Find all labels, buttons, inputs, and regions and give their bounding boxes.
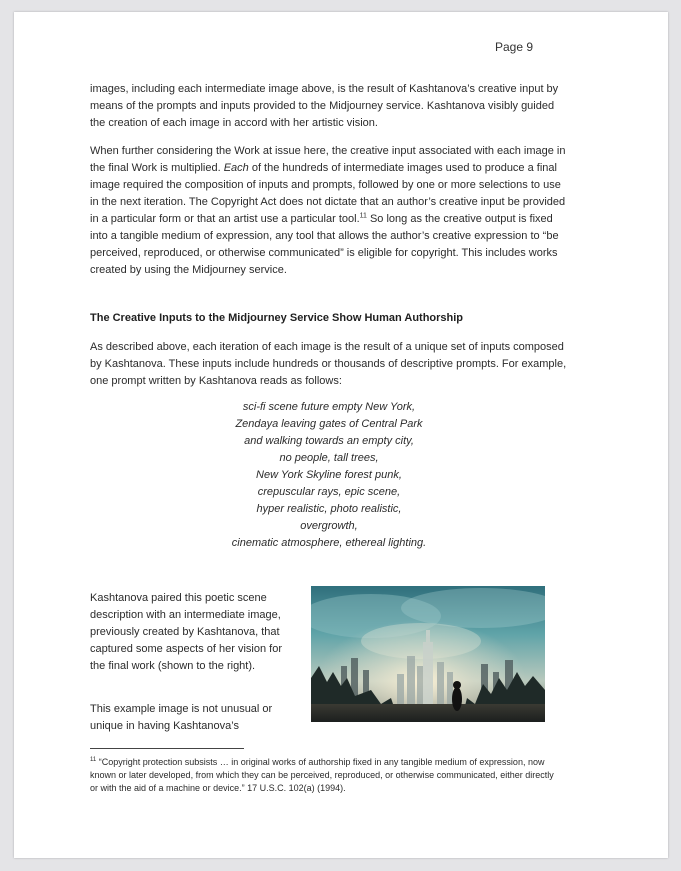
paragraph-1: images, including each intermediate image above, is the result of Kashtanova’s creative input by means of the prompts and inputs provided to the Midjourney service. Kashtanova visibly guided the creation of each image in accord with her artistic vision. (90, 83, 559, 129)
prompt-line: sci-fi scene future empty New York, (242, 401, 416, 413)
footnote-reference[interactable]: 11 (359, 212, 367, 220)
page-number: Page 9 (495, 40, 534, 54)
section-heading: The Creative Inputs to the Midjourney Service Show Human Authorship (90, 312, 464, 324)
footnote (90, 756, 560, 795)
paragraph-2-middle: of the hundreds of intermediate images used to produce a final image required the composition of inputs and prompts, followed by one or more selections to use in the next iteration. The Copyright Act does not dictate that an author’s creative input be provided in a particular form or that an artist use a particular tool. (90, 162, 566, 225)
document-page (14, 12, 668, 858)
intermediate-image (311, 586, 545, 722)
city-skyline-illustration (311, 586, 545, 722)
side-paragraph-2: This example image is not unusual or unique in having Kashtanova’s (90, 703, 273, 732)
paragraph-2-emphasis: Each (223, 162, 249, 174)
paragraph-2-end: So long as the creative output is fixed into a tangible medium of expression, any tool that allows the author’s creative expression to “be perceived, reproduced, or otherwise communicated” is eligible for copyright. This includes works created by using the Midjourney service. (90, 213, 559, 276)
side-paragraph-1: Kashtanova paired this poetic scene description with an intermediate image, previously created by Kashtanova, that captured some aspects of her vision for the final work (shown to the right). (90, 592, 282, 672)
prompt-line: New York Skyline forest punk, (256, 469, 402, 481)
paragraph-3: As described above, each iteration of each image is the result of a unique set of inputs composed by Kashtanova. These inputs include hundreds or thousands of descriptive prompts. For example, one prompt written by Kashtanova reads as follows: (90, 341, 567, 387)
prompt-line: hyper realistic, photo realistic, (256, 503, 402, 515)
prompt-line: and walking towards an empty city, (244, 435, 414, 447)
prompt-line: cinematic atmosphere, ethereal lighting. (231, 537, 427, 549)
footnote-text: “Copyright protection subsists … in original works of authorship fixed in any tangible medium of expression, now known or later developed, from which they can be perceived, reproduced, or otherwise communicated, either directly or with the aid of a machine or device.” 17 U.S.C. 102(a) (1994). (90, 757, 554, 793)
paragraph-2 (90, 143, 568, 279)
prompt-line: no people, tall trees, (279, 452, 379, 464)
prompt-quote (90, 399, 568, 552)
footnote-divider (90, 748, 244, 749)
prompt-line: crepuscular rays, epic scene, (257, 486, 401, 498)
footnote-marker: 11 (90, 757, 97, 763)
paragraph-2-start: When further considering the Work at issue here, the creative input associated with each image in the final Work is multiplied. (90, 145, 566, 174)
prompt-line: Zendaya leaving gates of Central Park (235, 418, 423, 430)
prompt-line: overgrowth, (300, 520, 358, 532)
